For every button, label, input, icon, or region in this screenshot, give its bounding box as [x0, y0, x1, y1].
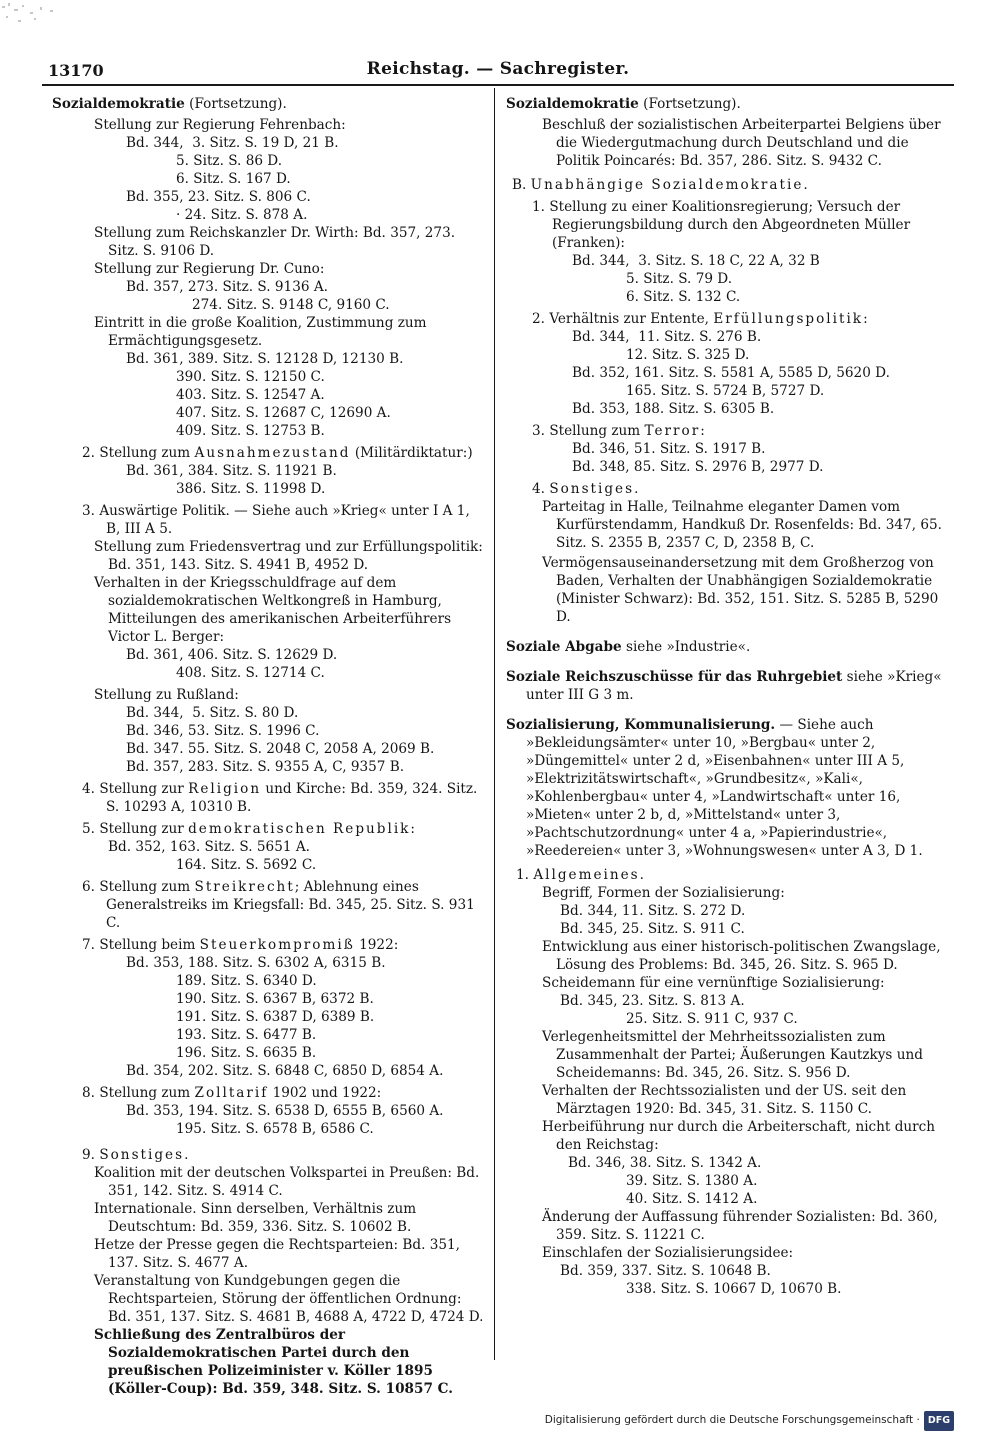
ref-line: 408. Sitz. S. 12714 C. — [176, 665, 325, 681]
entry-belgien: Beschluß der sozialistischen Arbeiterpartei Belgiens über die Wiedergutmachung durch Deutschland und die Politik Poincarés: Bd. 357, 286. Sitz. S. 9432 C. — [542, 117, 941, 169]
dfg-logo: DFG — [924, 1411, 954, 1431]
right-column — [506, 95, 946, 1298]
footer-credit — [545, 1411, 954, 1431]
ref-line: 196. Sitz. S. 6635 B. — [176, 1045, 317, 1061]
ref-line: 40. Sitz. S. 1412 A. — [626, 1191, 758, 1207]
ref-line: Bd. 344, 11. Sitz. S. 276 B. — [572, 329, 762, 345]
entry-koeller-coup: Schließung des Zentralbüros der Sozialdemokratischen Partei durch den preußischen Polizeiminister v. Köller 1895 (Köller-Coup): Bd. 359, 348. Sitz. S. 10857 C. — [94, 1327, 453, 1397]
entry-soziale-abgabe: Soziale Abgabe siehe »Industrie«. — [506, 639, 751, 655]
ref-line: 407. Sitz. S. 12687 C, 12690 A. — [176, 405, 391, 421]
ref-line: Bd. 348, 85. Sitz. S. 2976 B, 2977 D. — [572, 459, 824, 475]
item-5: 5. Stellung zur demokratischen Republik: — [82, 821, 416, 837]
entry-koalition-volkspartei: Koalition mit der deutschen Volkspartei in Preußen: Bd. 351, 142. Sitz. S. 4914 C. — [94, 1165, 480, 1199]
item-2: 2. Stellung zum Ausnahmezustand (Militärdiktatur:) — [82, 445, 473, 461]
ref-line: Bd. 353, 188. Sitz. S. 6302 A, 6315 B. — [126, 955, 386, 971]
ref-line: 189. Sitz. S. 6340 D. — [176, 973, 317, 989]
section-b: B. Unabhängige Sozialdemokratie. — [512, 177, 810, 193]
ref-line: Bd. 344, 11. Sitz. S. 272 D. — [560, 903, 746, 919]
ref-line: Bd. 357, 283. Sitz. S. 9355 A, C, 9357 B. — [126, 759, 405, 775]
left-column — [52, 95, 488, 1398]
scan-edge-artifact — [0, 0, 70, 40]
item-r2: 2. Verhältnis zur Entente, Erfüllungspolitik: — [532, 311, 868, 327]
heading-continuation: (Fortsetzung). — [189, 96, 287, 112]
ref-line: 191. Sitz. S. 6387 D, 6389 B. — [176, 1009, 375, 1025]
entry-herbeifuehrung: Herbeiführung nur durch die Arbeiterschaft, nicht durch den Reichstag: — [542, 1119, 936, 1153]
ref-line: Bd. 361, 384. Sitz. S. 11921 B. — [126, 463, 337, 479]
entry-verlegenheit: Verlegenheitsmittel der Mehrheitssozialisten zum Zusammenhalt der Partei; Äußerungen Kautzkys und Scheidemanns: Bd. 345, 26. Sitz. S. 956 D. — [542, 1029, 923, 1081]
running-title: Reichstag. — Sachregister. — [366, 59, 630, 79]
ref-line: Bd. 357, 273. Sitz. S. 9136 A. — [126, 279, 328, 295]
entry-cuno: Stellung zur Regierung Dr. Cuno: — [94, 261, 325, 277]
entry-einschlafen: Einschlafen der Sozialisierungsidee: — [542, 1245, 794, 1261]
ref-line: 403. Sitz. S. 12547 A. — [176, 387, 325, 403]
heading-continuation: (Fortsetzung). — [643, 96, 741, 112]
ref-line: Bd. 354, 202. Sitz. S. 6848 C, 6850 D, 6854 A. — [126, 1063, 444, 1079]
ref-line: Bd. 346, 53. Sitz. S. 1996 C. — [126, 723, 320, 739]
page-header — [42, 60, 954, 84]
ref-line: Bd. 352, 161. Sitz. S. 5581 A, 5585 D, 5620 D. — [572, 365, 890, 381]
ref-line: 25. Sitz. S. 911 C, 937 C. — [626, 1011, 798, 1027]
entry-internationale: Internationale. Sinn derselben, Verhältnis zum Deutschtum: Bd. 359, 336. Sitz. S. 10602 B. — [94, 1201, 417, 1235]
entry-scheidemann: Scheidemann für eine vernünftige Sozialisierung: — [542, 975, 885, 991]
item-3: 3. Auswärtige Politik. — Siehe auch »Krieg« unter I A 1, B, III A 5. — [82, 503, 470, 537]
ref-line: 6. Sitz. S. 132 C. — [626, 289, 741, 305]
ref-line: Bd. 344, 3. Sitz. S. 18 C, 22 A, 32 B — [572, 253, 820, 269]
ref-line: Bd. 346, 51. Sitz. S. 1917 B. — [572, 441, 766, 457]
ref-line: Bd. 355, 23. Sitz. S. 806 C. — [126, 189, 311, 205]
ref-line: 5. Sitz. S. 86 D. — [176, 153, 283, 169]
ref-line: Bd. 345, 23. Sitz. S. 813 A. — [560, 993, 745, 1009]
ref-line: Bd. 361, 389. Sitz. S. 12128 D, 12130 B. — [126, 351, 404, 367]
section-heading: Sozialdemokratie — [506, 96, 639, 112]
ref-line: Bd. 347. 55. Sitz. S. 2048 C, 2058 A, 2069 B. — [126, 741, 435, 757]
entry-koalition: Eintritt in die große Koalition, Zustimmung zum Ermächtigungsgesetz. — [94, 315, 427, 349]
ref-line: Bd. 359, 337. Sitz. S. 10648 B. — [560, 1263, 771, 1279]
entry-sozialisierung: Sozialisierung, Kommunalisierung. — Siehe auch »Bekleidungsämter« unter 10, »Bergbau« unter 2, »Düngemittel« unter 2 d, »Eisenbahnen« unter III A 5, »Elektrizitätswirtschaft«, »Grundbesitz«, »Kali«, »Kohlenbergbau« unter 4, »Landwirtschaft« unter 16, »Mieten« unter 2 b, d, »Mittelstand« unter 3, »Pachtschutzordnung« unter 4 a, »Papierindustrie«, »Reedereien« unter 3, »Wohnungswesen« unter A 3, D 1. — [506, 717, 923, 859]
ref-line: Bd. 353, 194. Sitz. S. 6538 D, 6555 B, 6560 A. — [126, 1103, 444, 1119]
entry-friedensvertrag: Stellung zum Friedensvertrag und zur Erfüllungspolitik: Bd. 351, 143. Sitz. S. 4941 B, 4952 D. — [94, 539, 483, 573]
entry-hetze: Hetze der Presse gegen die Rechtsparteien: Bd. 351, 137. Sitz. S. 4677 A. — [94, 1237, 460, 1271]
entry-aenderung: Änderung der Auffassung führender Sozialisten: Bd. 360, 359. Sitz. S. 11221 C. — [542, 1209, 938, 1243]
ref-line: 12. Sitz. S. 325 D. — [626, 347, 750, 363]
item-s1: 1. Allgemeines. — [516, 867, 644, 883]
header-rule — [42, 84, 954, 86]
item-7: 7. Stellung beim Steuerkompromiß 1922: — [82, 937, 399, 953]
ref-line: Bd. 346, 38. Sitz. S. 1342 A. — [568, 1155, 762, 1171]
ref-line: Bd. 345, 25. Sitz. S. 911 C. — [560, 921, 745, 937]
entry-fehrenbach: Stellung zur Regierung Fehrenbach: — [94, 117, 346, 133]
ref-line: 6. Sitz. S. 167 D. — [176, 171, 291, 187]
ref-line: 274. Sitz. S. 9148 C, 9160 C. — [192, 297, 390, 313]
ref-line: Bd. 344, 3. Sitz. S. 19 D, 21 B. — [126, 135, 339, 151]
item-6: 6. Stellung zum Streikrecht; Ablehnung eines Generalstreiks im Kriegsfall: Bd. 345, 25. Sitz. S. 931 C. — [82, 879, 475, 931]
ref-line: Bd. 361, 406. Sitz. S. 12629 D. — [126, 647, 338, 663]
ref-line: 386. Sitz. S. 11998 D. — [176, 481, 326, 497]
column-divider — [494, 88, 495, 1360]
item-4: 4. Stellung zur Religion und Kirche: Bd. 359, 324. Sitz. S. 10293 A, 10310 B. — [82, 781, 478, 815]
item-r3: 3. Stellung zum Terror: — [532, 423, 705, 439]
ref-line: 338. Sitz. S. 10667 D, 10670 B. — [626, 1281, 842, 1297]
item-r4: 4. Sonstiges. — [532, 481, 639, 497]
ref-line: 190. Sitz. S. 6367 B, 6372 B. — [176, 991, 374, 1007]
ref-line: Bd. 353, 188. Sitz. S. 6305 B. — [572, 401, 775, 417]
item-r1: 1. Stellung zu einer Koalitionsregierung; Versuch der Regierungsbildung durch den Abgeordneten Müller (Franken): — [532, 199, 911, 251]
ref-line: Bd. 352, 163. Sitz. S. 5651 A. — [108, 839, 310, 855]
ref-line: 164. Sitz. S. 5692 C. — [176, 857, 317, 873]
entry-rechtssozialisten: Verhalten der Rechtssozialisten und der US. seit den Märztagen 1920: Bd. 345, 31. Sitz. S. 1150 C. — [542, 1083, 907, 1117]
item-8: 8. Stellung zum Zolltarif 1902 und 1922: — [82, 1085, 382, 1101]
ref-line: 409. Sitz. S. 12753 B. — [176, 423, 325, 439]
section-heading: Sozialdemokratie — [52, 96, 185, 112]
item-9: 9. Sonstiges. — [82, 1147, 189, 1163]
entry-vermoegen: Vermögensauseinandersetzung mit dem Großherzog von Baden, Verhalten der Unabhängigen Sozialdemokratie (Minister Schwarz): Bd. 352, 151. Sitz. S. 5285 B, 5290 D. — [542, 555, 939, 625]
entry-kundgebungen: Veranstaltung von Kundgebungen gegen die Rechtsparteien, Störung der öffentlichen Ordnung: Bd. 351, 137. Sitz. S. 4681 B, 4688 A, 4722 D, 4724 D. — [94, 1273, 484, 1325]
entry-entwicklung: Entwicklung aus einer historisch-politischen Zwangslage, Lösung des Problems: Bd. 345, 26. Sitz. S. 965 D. — [542, 939, 941, 973]
ref-line: 165. Sitz. S. 5724 B, 5727 D. — [626, 383, 825, 399]
entry-reichszuschuesse: Soziale Reichszuschüsse für das Ruhrgebiet siehe »Krieg« unter III G 3 m. — [506, 669, 942, 703]
ref-line: Bd. 344, 5. Sitz. S. 80 D. — [126, 705, 299, 721]
ref-line: 193. Sitz. S. 6477 B. — [176, 1027, 317, 1043]
ref-line: 390. Sitz. S. 12150 C. — [176, 369, 325, 385]
footer-text: Digitalisierung gefördert durch die Deutsche Forschungsgemeinschaft · — [544, 1414, 920, 1426]
page-number: 13170 — [48, 61, 104, 80]
ref-line: · 24. Sitz. S. 878 A. — [176, 207, 308, 223]
entry-begriff: Begriff, Formen der Sozialisierung: — [542, 885, 785, 901]
ref-line: 195. Sitz. S. 6578 B, 6586 C. — [176, 1121, 374, 1137]
ref-line: 39. Sitz. S. 1380 A. — [626, 1173, 758, 1189]
ref-line: 5. Sitz. S. 79 D. — [626, 271, 733, 287]
entry-russland: Stellung zu Rußland: — [94, 687, 239, 703]
entry-kriegsschuld: Verhalten in der Kriegsschuldfrage auf dem sozialdemokratischen Weltkongreß in Hamburg, Mitteilungen des amerikanischen Arbeiterführers Victor L. Berger: — [94, 575, 452, 645]
entry-parteitag: Parteitag in Halle, Teilnahme eleganter Damen vom Kurfürstendamm, Handkuß Dr. Rosenfelds: Bd. 347, 65. Sitz. S. 2355 B, 2357 C, D, 2358 B, C. — [542, 499, 942, 551]
entry-wirth: Stellung zum Reichskanzler Dr. Wirth: Bd. 357, 273. Sitz. S. 9106 D. — [94, 225, 456, 259]
